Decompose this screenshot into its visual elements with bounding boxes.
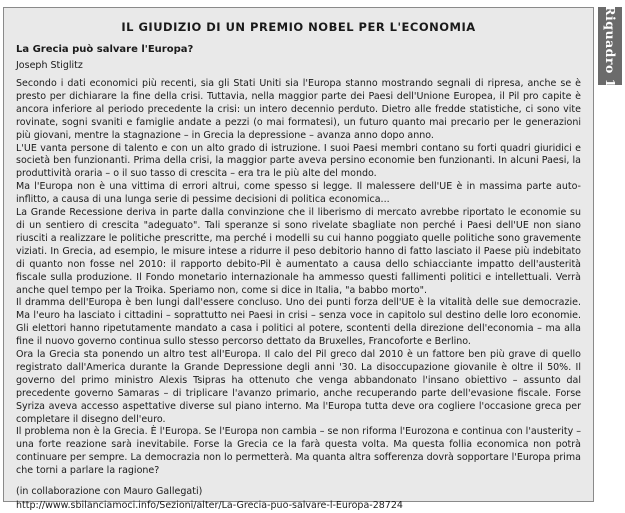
paragraph: Il dramma dell'Europa è ben lungi dall'essere concluso. Uno dei punti forza dell'UE è la vitalità delle sue democrazie. Ma l'euro ha lasciato i cittadini – soprattutto nei Paesi in crisi – senza voce in capitolo sul destino delle loro economie. Gli elettori hanno ripetutamente mandato a casa i politici al potere, scontenti della direzione dell'economia – ma alla fine il nuovo governo continua sullo stesso percorso dettato da Bruxelles, Francoforte e Berlino.	[16, 297, 581, 348]
article-body	[16, 78, 581, 478]
paragraph: L'UE vanta persone di talento e con un alto grado di istruzione. I suoi Paesi membri contano su forti quadri giuridici e società ben funzionanti. Prima della crisi, la maggior parte aveva persino economie ben funzionanti. In alcuni Paesi, la produttività oraria – o il suo tasso di crescita – era tra le più alte del mondo.	[16, 142, 581, 180]
article-subtitle: La Grecia può salvare l'Europa?	[16, 44, 194, 55]
paragraph: La Grande Recessione deriva in parte dalla convinzione che il liberismo di mercato avrebbe riportato le economie su di un sentiero di crescita "adeguato". Tali speranze si sono rivelate sbagliate non perché i Paesi dell'UE non siano riusciti a realizzare le politiche prescritte, ma perché i modelli su cui hanno poggiato quelle politiche sono gravemente viziati. In Grecia, ad esempio, le misure intese a ridurre il peso debitorio hanno di fatto lasciato il Paese più indebitato di quanto non fosse nel 2010: il rapporto debito-Pil è aumentato a causa dello schiacciante impatto dell'austerità fiscale sulla produzione. Il Fondo monetario internazionale ha ammesso questi fallimenti politici e intellettuali. Verrà anche quel tempo per la Troika. Speriamo non, come si dice in Italia, "a babbo morto".	[16, 207, 581, 296]
paragraph: Il problema non è la Grecia. È l'Europa. Se l'Europa non cambia – se non riforma l'Eurozona e continua con l'austerity – una forte reazione sarà inevitabile. Forse la Grecia ce la farà questa volta. Ma questa follia economica non potrà continuare per sempre. La democrazia non lo permetterà. Ma quanta altra sofferenza dovrà sopportare l'Europa prima che torni a parlare la ragione?	[16, 426, 581, 477]
paragraph: Ora la Grecia sta ponendo un altro test all'Europa. Il calo del Pil greco dal 2010 è un fattore ben più grave di quello registrato dall'America durante la Grande Depressione degli anni '30. La disoccupazione giovanile è oltre il 50%. Il governo del primo ministro Alexis Tsipras ha ottenuto che venga abbandonato l'insano obiettivo – assunto dal precedente governo Samaras – di triplicare l'avanzo primario, anche recuperando parte dell'evasione fiscale. Forse Syriza aveva accesso aspettative diverse sul piano interno. Ma l'Europa tutta deve ora cogliere l'occasione greca per completare il disegno dell'euro.	[16, 349, 581, 425]
side-tab-label: Riquadro 1	[602, 4, 618, 88]
article-author: Joseph Stiglitz	[16, 60, 83, 71]
box-heading: IL GIUDIZIO DI UN PREMIO NOBEL PER L'ECONOMIA	[121, 20, 476, 34]
source-url: http://www.sbilanciamoci.info/Sezioni/alter/La-Grecia-puo-salvare-l-Europa-28724	[16, 500, 403, 511]
side-tab	[598, 4, 622, 88]
paragraph: Secondo i dati economici più recenti, sia gli Stati Uniti sia l'Europa stanno mostrando segnali di ripresa, anche se è presto per dichiarare la fine della crisi. Tuttavia, nella maggior parte dei Paesi dell'Unione Europea, il Pil pro capite è ancora inferiore al periodo precedente la crisi: un intero decennio perduto. Dietro alle fredde statistiche, ci sono vite rovinate, sogni svaniti e famiglie andate a pezzi (o mai formatesi), un futuro quanto mai precario per le generazioni più giovani, mentre la stagnazione – in Grecia la depressione – avanza anno dopo anno.	[16, 78, 581, 141]
article-box	[3, 7, 594, 511]
collaboration-note: (in collaborazione con Mauro Gallegati)	[16, 486, 203, 498]
paragraph: Ma l'Europa non è una vittima di errori altrui, come spesso si legge. Il malessere dell'UE è in massima parte auto-inflitto, a causa di una lunga serie di pessime decisioni di politica economica...	[16, 181, 581, 206]
